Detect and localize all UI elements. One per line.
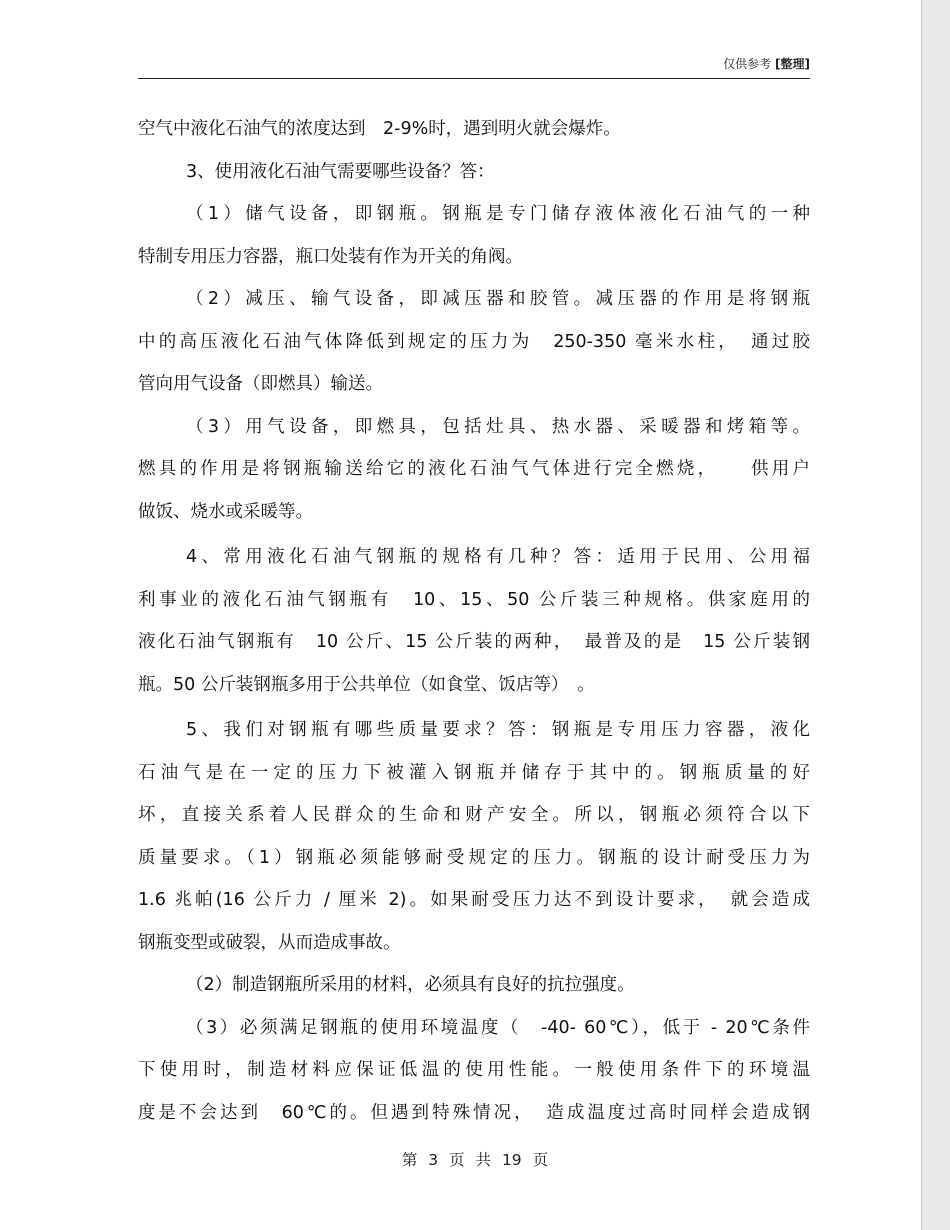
text-line: 1.6 兆帕(16 公斤力 / 厘米 2)。如果耐受压力达不到设计要求， 就会造成 <box>138 890 810 910</box>
text-line: 液化石油气钢瓶有 10 公斤、15 公斤装的两种， 最普及的是 15 公斤装钢 <box>138 632 810 652</box>
text-line: 中的高压液化石油气体降低到规定的压力为 250-350 毫米水柱， 通过胶 <box>138 331 810 352</box>
text-line: 石油气是在一定的压力下被灌入钢瓶并储存于其中的。钢瓶质量的好 <box>138 762 810 783</box>
text-line: 利事业的液化石油气钢瓶有 10、15、50 公斤装三种规格。供家庭用的 <box>138 589 810 610</box>
header-text: 仅供参考 <box>723 57 772 71</box>
question-heading: 4、常用液化石油气钢瓶的规格有几种？答：适用于民用、公用福 <box>186 547 810 567</box>
text-line: 下使用时，制造材料应保证低温的使用性能。一般使用条件下的环境温 <box>138 1060 810 1080</box>
text-line: 管向用气设备（即燃具）输送。 <box>138 374 383 394</box>
body-text <box>138 108 810 1134</box>
text-line: 特制专用压力容器，瓶口处装有作为开关的角阀。 <box>138 246 523 267</box>
question-heading: 3、使用液化石油气需要哪些设备？答： <box>186 161 495 182</box>
text-line: （1）储气设备，即钢瓶。钢瓶是专门储存液体液化石油气的一种 <box>186 204 810 224</box>
text-line: 钢瓶变型或破裂，从而造成事故。 <box>138 932 401 953</box>
page-header <box>138 54 810 79</box>
text-line: 空气中液化石油气的浓度达到 2-9%时，遇到明火就会爆炸。 <box>138 119 621 139</box>
page-footer <box>0 1148 922 1170</box>
page-number: 第 3 页 共 19 页 <box>401 1151 549 1169</box>
text-line: 坏，直接关系着人民群众的生命和财产安全。所以，钢瓶必须符合以下 <box>138 805 810 825</box>
text-line: 质量要求。（1）钢瓶必须能够耐受规定的压力。钢瓶的设计耐受压力为 <box>138 847 810 868</box>
text-line: （3）用气设备，即燃具，包括灶具、热水器、采暖器和烤箱等。 <box>186 416 810 437</box>
text-line: 度是不会达到 60℃的。但遇到特殊情况， 造成温度过高时同样会造成钢 <box>138 1102 810 1123</box>
text-line: 瓶。50 公斤装钢瓶多用于公共单位（如食堂、饭店等） 。 <box>138 674 595 695</box>
text-line: （2）减压、输气设备，即减压器和胶管。减压器的作用是将钢瓶 <box>186 289 810 309</box>
text-line: 做饭、烧水或采暖等。 <box>138 501 313 522</box>
text-line: （3）必须满足钢瓶的使用环境温度（ -40- 60℃），低于 - 20℃条件 <box>186 1017 810 1038</box>
question-heading: 5、我们对钢瓶有哪些质量要求？答：钢瓶是专用压力容器，液化 <box>186 720 810 740</box>
text-line: 燃具的作用是将钢瓶输送给它的液化石油气气体进行完全燃烧， 供用户 <box>138 459 810 479</box>
text-line: （2）制造钢瓶所采用的材料，必须具有良好的抗拉强度。 <box>186 975 635 995</box>
header-tag: [整理] <box>775 57 810 71</box>
